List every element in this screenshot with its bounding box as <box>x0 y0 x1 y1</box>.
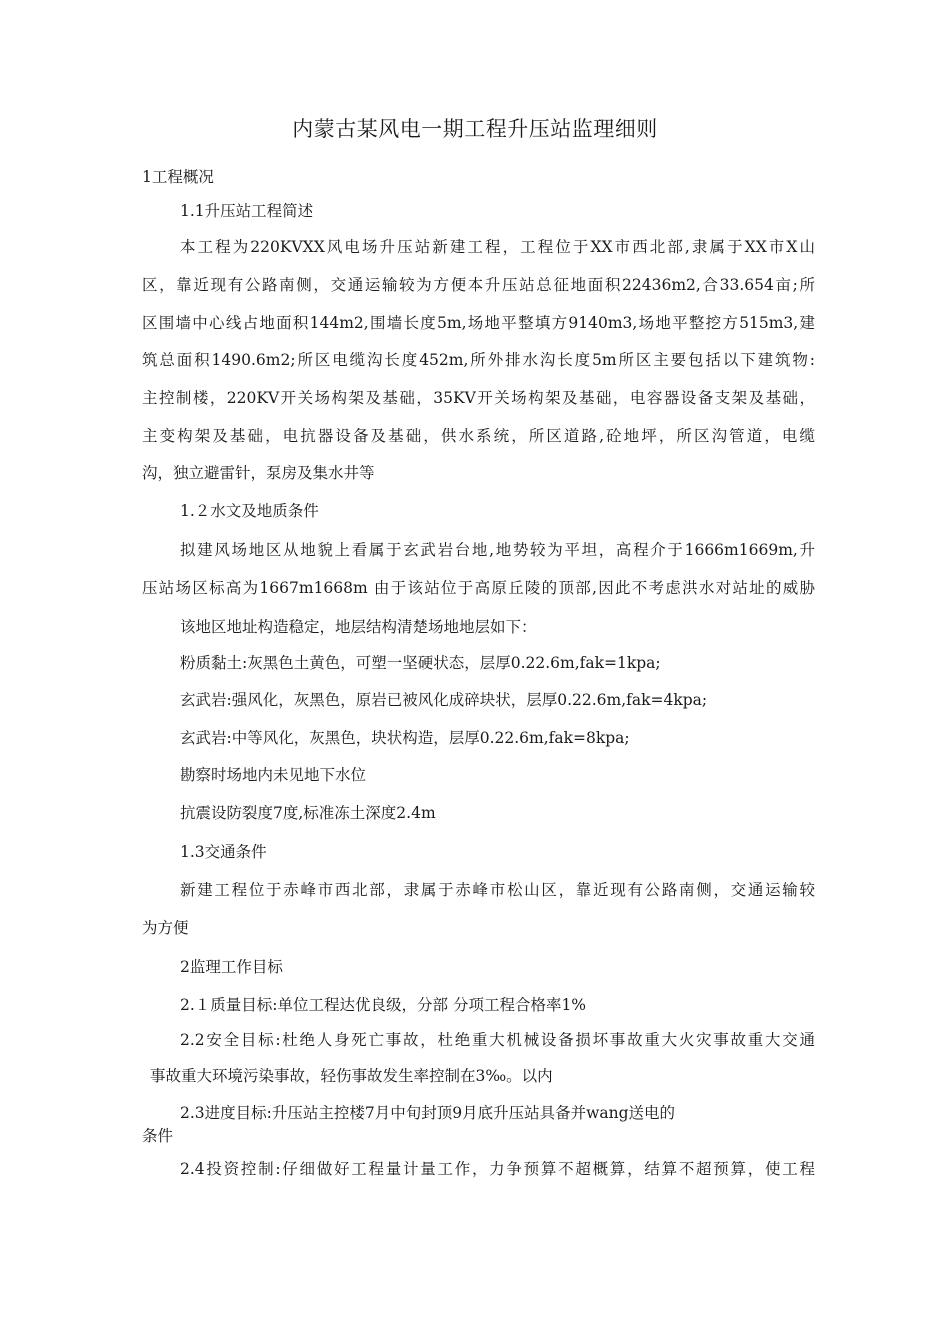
paragraph-line: 主控制楼，220KV开关场构架及基础，35KV开关场构架及基础，电容器设备支架及基础， <box>142 389 815 407</box>
paragraph-line: 本工程为220KVXX风电场升压站新建工程，工程位于XX市西北部,隶属于XX市X山 <box>180 238 815 256</box>
paragraph-line: 沟，独立避雷针，泵房及集水井等 <box>142 464 375 482</box>
goal-line: 2.3进度目标:升压站主控楼7月中旬封顶9月底升压站具备并wang送电的 <box>180 1104 676 1122</box>
paragraph-line: 新建工程位于赤峰市西北部，隶属于赤峰市松山区，靠近现有公路南侧，交通运输较 <box>180 881 815 899</box>
goal-line: 2.１质量目标:单位工程达优良级，分部 分项工程合格率1% <box>180 996 587 1014</box>
paragraph-line: 区，靠近现有公路南侧，交通运输较为方便本升压站总征地面积22436m2,合33.654亩;所 <box>142 276 815 294</box>
goal-line: 2.2安全目标:杜绝人身死亡事故，杜绝重大机械设备损坏事故重大火灾事故重大交通 <box>180 1031 815 1049</box>
goal-line: 条件 <box>142 1127 174 1145</box>
subsection-heading-1-2: 1.２水文及地质条件 <box>180 502 319 520</box>
soil-layer-line: 粉质黏土:灰黑色土黄色，可塑一坚硬状态，层厚0.22.6m,fak=1kpa; <box>180 654 661 672</box>
paragraph-line: 压站场区标高为1667m1668m 由于该站位于高原丘陵的顶部,因此不考虑洪水对站址的威胁 <box>142 579 815 597</box>
goal-line: 2.4投资控制:仔细做好工程量计量工作，力争预算不超概算，结算不超预算，使工程 <box>180 1160 815 1178</box>
paragraph-line: 主变构架及基础，电抗器设备及基础，供水系统，所区道路,砼地坪，所区沟管道，电缆 <box>142 427 815 445</box>
document-title: 内蒙古某风电一期工程升压站监理细则 <box>292 117 658 141</box>
subsection-heading-1-3: 1.3交通条件 <box>180 843 267 861</box>
goal-line: 事故重大环境污染事故，轻伤事故发生率控制在3‰。以内 <box>150 1067 553 1085</box>
soil-layer-line: 玄武岩:强风化，灰黑色，原岩已被风化成碎块状，层厚0.22.6m,fak=4kpa; <box>180 691 708 709</box>
paragraph-line: 为方便 <box>142 919 189 937</box>
paragraph-line: 该地区地址构造稳定，地层结构清楚场地地层如下： <box>180 618 537 636</box>
paragraph-line: 筑总面积1490.6m2;所区电缆沟长度452m,所外排水沟长度5m所区主要包括以下建筑物: <box>142 351 815 369</box>
paragraph-line: 勘察时场地内未见地下水位 <box>180 766 367 784</box>
section-heading-1: 1工程概况 <box>142 168 214 186</box>
paragraph-line: 抗震设防裂度7度,标准冻土深度2.4m <box>180 804 436 822</box>
paragraph-line: 拟建风场地区从地貌上看属于玄武岩台地,地势较为平坦，高程介于1666m1669m,升 <box>180 541 815 559</box>
section-heading-2: 2监理工作目标 <box>180 958 283 976</box>
soil-layer-line: 玄武岩:中等风化，灰黑色，块状构造，层厚0.22.6m,fak=8kpa; <box>180 729 630 747</box>
paragraph-line: 区围墙中心线占地面积144m2,围墙长度5m,场地平整填方9140m3,场地平整挖方515m3,建 <box>142 314 815 332</box>
subsection-heading-1-1: 1.1升压站工程简述 <box>180 202 314 220</box>
